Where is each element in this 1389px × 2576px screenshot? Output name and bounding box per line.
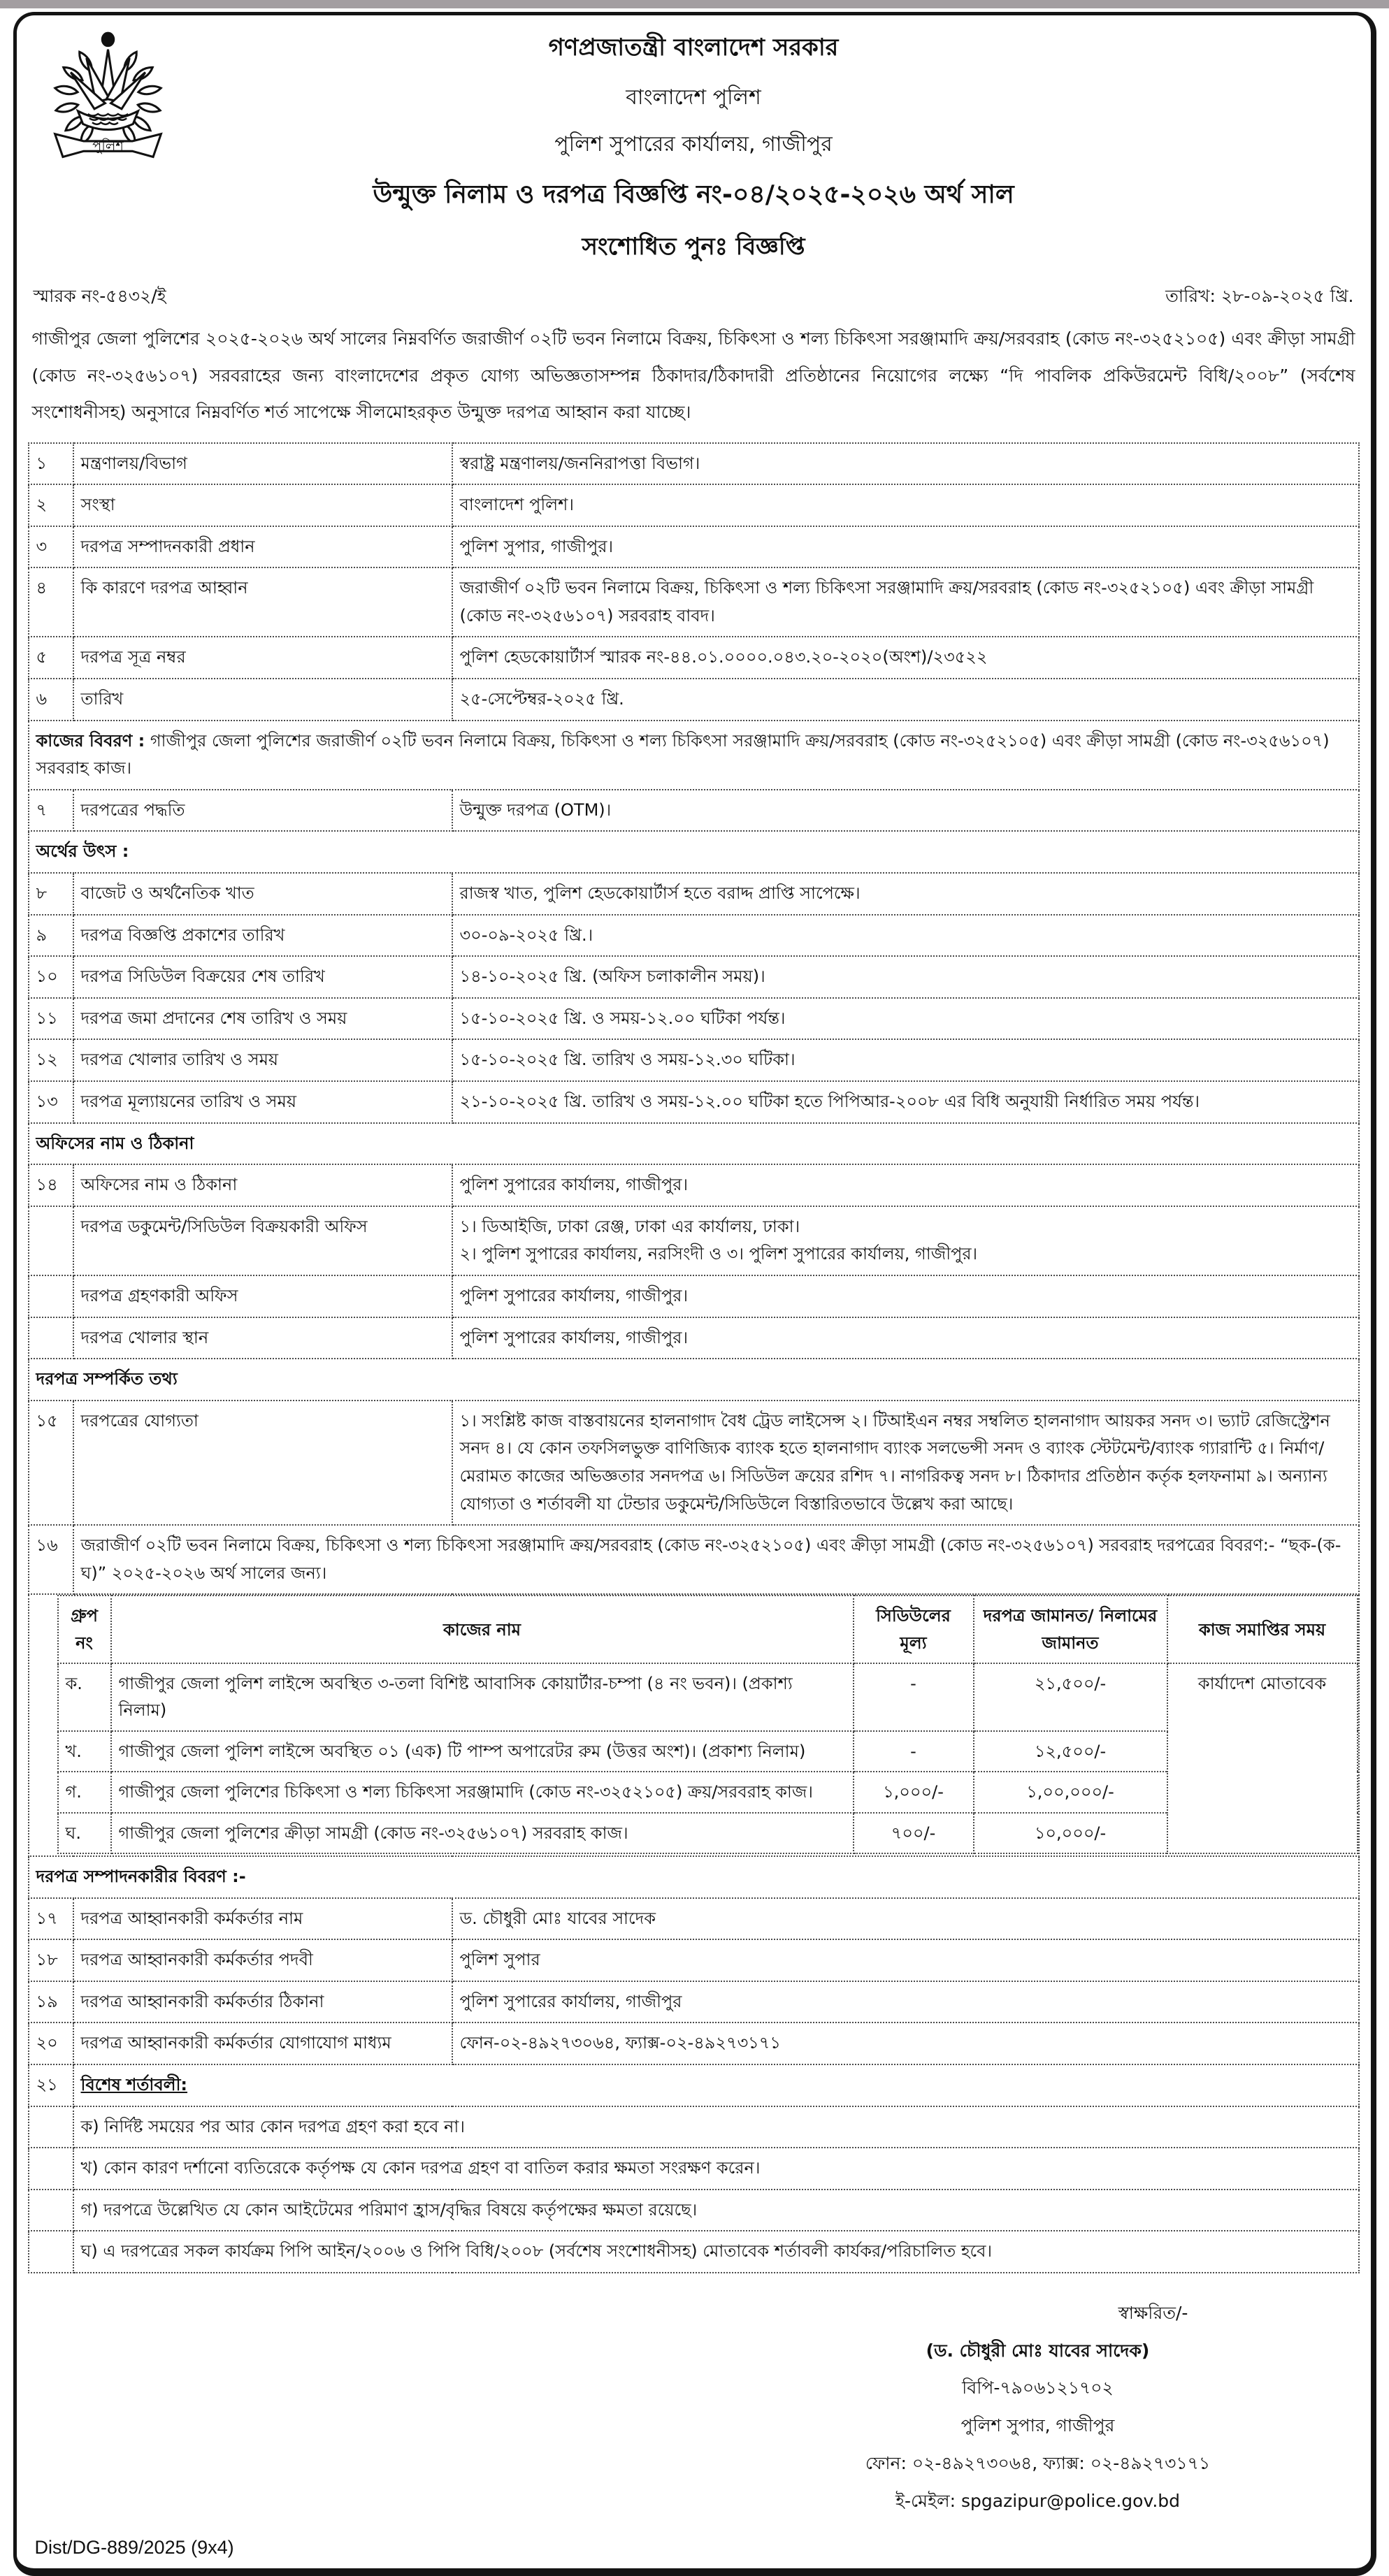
document-header [28,27,1360,268]
signature-block [737,2294,1339,2520]
schedule-header-row [58,1595,1358,1663]
work-name: গাজীপুর জেলা পুলিশ লাইন্সে অবস্থিত ০১ (এক) টি পাম্প অপারেটর রুম (উত্তর অংশ)। (প্রকাশ্য নিলাম) [111,1731,854,1772]
table-row [29,1401,1359,1525]
row-value: ফোন-০২-৪৯২৭৩০৬৪, ফ্যাক্স-০২-৪৯২৭৩১৭১ [452,2023,1359,2064]
row-no [29,2106,73,2148]
row-value: পুলিশ সুপারের কার্যালয়, গাজীপুর। [452,1317,1359,1359]
table-row [29,2064,1359,2106]
row-label: দরপত্র খোলার স্থান [73,1317,452,1359]
row-value: পুলিশ হেডকোয়ার্টার্স স্মারক নং-৪৪.০১.০০০০.০৪৩.২০-২০২০(অংশ)/২৩৫২২ [452,637,1359,679]
row-no: ৭ [29,790,73,832]
office-title: পুলিশ সুপারের কার্যালয়, গাজীপুর [554,132,833,157]
row-no: ১৪ [29,1164,73,1206]
row-value [452,1206,1359,1275]
row-no: ২১ [29,2064,73,2106]
row-no: ১৫ [29,1401,73,1525]
govt-title: গণপ্রজাতন্ত্রী বাংলাদেশ সরকার [548,34,839,61]
row-value: পুলিশ সুপারের কার্যালয়, গাজীপুর। [452,1275,1359,1317]
row-value: ড. চৌধুরী মোঃ যাবের সাদেক [452,1898,1359,1940]
table-row [29,873,1359,915]
table-row [29,1317,1359,1359]
row-no: ১২ [29,1039,73,1081]
table-row [29,956,1359,998]
row-no: ৫ [29,637,73,679]
scan-artifact-strip [0,0,1389,8]
table-row [29,2106,1359,2148]
schedule-price: ৭০০/- [854,1813,974,1853]
row-label: অফিসের নাম ও ঠিকানা [73,1164,452,1206]
seller-office-line1: ১। ডিআইজি, ঢাকা রেঞ্জ, ঢাকা এর কার্যালয়, ঢাকা। [459,1216,800,1236]
table-row [29,2023,1359,2064]
condition-item: খ) কোন কারণ দর্শানো ব্যতিরেকে কর্তৃপক্ষ যে কোন দরপত্র গ্রহণ বা বাতিল করার ক্ষমতা সংরক্ষণ করেন। [73,2148,1359,2190]
row-value: ২১-১০-২০২৫ খ্রি. তারিখ ও সময়-১২.০০ ঘটিকা হতে পিপিআর-২০০৮ এর বিধি অনুযায়ী নির্ধারিত সময় পর্যন্ত। [452,1081,1359,1123]
row-label: দরপত্র গ্রহণকারী অফিস [73,1275,452,1317]
table-row [29,679,1359,721]
notice-title: উন্মুক্ত নিলাম ও দরপত্র বিজ্ঞপ্তি নং-০৪/২০২৫-২০২৬ অর্থ সাল [373,180,1014,209]
row-label: দরপত্র মূল্যায়নের তারিখ ও সময় [73,1081,452,1123]
table-row [29,998,1359,1040]
table-row [29,790,1359,832]
group-letter: খ. [58,1731,111,1772]
row-label: তারিখ [73,679,452,721]
row-no: ১৮ [29,1939,73,1981]
office-band: অফিসের নাম ও ঠিকানা [29,1123,1359,1165]
row-value: পুলিশ সুপারের কার্যালয়, গাজীপুর। [452,1164,1359,1206]
row-no: ৪ [29,567,73,637]
work-name: গাজীপুর জেলা পুলিশের ক্রীড়া সামগ্রী (কোড নং-৩২৫৬১০৭) সরবরাহ কাজ। [111,1813,854,1853]
row-value: পুলিশ সুপার, গাজীপুর। [452,526,1359,568]
table-row [29,1939,1359,1981]
row-label: কি কারণে দরপত্র আহ্বান [73,567,452,637]
table-row [29,1359,1359,1401]
group-letter: ক. [58,1663,111,1731]
table-row [29,1123,1359,1165]
row-no [29,1206,73,1275]
col-group-no: গ্রুপ নং [58,1595,111,1663]
row-label: দরপত্র আহ্বানকারী কর্মকর্তার যোগাযোগ মাধ্যম [73,2023,452,2064]
table-row [29,1164,1359,1206]
memo-date: তারিখ: ২৮-০৯-২০২৫ খ্রি. [1165,286,1354,306]
row-no: ৮ [29,873,73,915]
table-row [29,1898,1359,1940]
col-completion: কাজ সমাপ্তির সময় [1167,1595,1358,1663]
row-label: দরপত্র সূত্র নম্বর [73,637,452,679]
table-row [29,1039,1359,1081]
work-name: গাজীপুর জেলা পুলিশ লাইন্সে অবস্থিত ৩-তলা বিশিষ্ট আবাসিক কোয়ার্টার-চম্পা (৪ নং ভবন)। (প্রকাশ্য নিলাম) [111,1663,854,1731]
signatory-email: ই-মেইল: spgazipur@police.gov.bd [895,2490,1181,2511]
row-value: পুলিশ সুপার [452,1939,1359,1981]
condition-item: ক) নির্দিষ্ট সময়ের পর আর কোন দরপত্র গ্রহণ করা হবে না। [73,2106,1359,2148]
table-row [29,484,1359,526]
table-row [29,443,1359,485]
schedule-row [58,1813,1358,1853]
work-description-label: কাজের বিবরণ : [36,730,145,751]
row-value: রাজস্ব খাত, পুলিশ হেডকোয়ার্টার্স হতে বরাদ্দ প্রাপ্তি সাপেক্ষে। [452,873,1359,915]
row-value: ১৫-১০-২০২৫ খ্রি. তারিখ ও সময়-১২.৩০ ঘটিকা। [452,1039,1359,1081]
notice-sheet [13,12,1376,2576]
notice-table [28,442,1360,2273]
row-no [29,1275,73,1317]
schedule-table-wrap [29,1594,1359,1856]
row-label: বাজেট ও অর্থনৈতিক খাত [73,873,452,915]
row-label: দরপত্র ডকুমেন্ট/সিডিউল বিক্রয়কারী অফিস [73,1206,452,1275]
intro-paragraph: গাজীপুর জেলা পুলিশের ২০২৫-২০২৬ অর্থ সালের নিম্নবর্ণিত জরাজীর্ণ ০২টি ভবন নিলামে বিক্রয়, চিকিৎসা ও শল্য চিকিৎসা সরঞ্জামাদি ক্রয়/সরবরাহ (কোড নং-৩২৫২১০৫) এবং ক্রীড়া সামগ্রী (কোড নং-৩২৫৬১০৭) সরবরাহের জন্য বাংলাদেশের প্রকৃত যোগ্য অভিজ্ঞতাসম্পন্ন ঠিকাদার/ঠিকাদারী প্রতিষ্ঠানের নিয়োগের লক্ষ্যে “দি পাবলিক প্রকিউরমেন্ট বিধি/২০০৮” (সর্বশেষ সংশোধনীসহ) অনুসারে নিম্নবর্ণিত শর্ত সাপেক্ষে সীলমোহরকৃত উন্মুক্ত দরপত্র আহ্বান করা যাচ্ছে। [31,328,1355,422]
row-no: ১ [29,443,73,485]
print-distribution-code: Dist/DG-889/2025 (9x4) [34,2537,234,2559]
row-no: ১৬ [29,1525,73,1594]
row-value: উন্মুক্ত দরপত্র (OTM)। [452,790,1359,832]
row-label: দরপত্র জমা প্রদানের শেষ তারিখ ও সময় [73,998,452,1040]
work-description-text: গাজীপুর জেলা পুলিশের জরাজীর্ণ ০২টি ভবন নিলামে বিক্রয়, চিকিৎসা ও শল্য চিকিৎসা সরঞ্জামাদি ক্রয়/সরবরাহ (কোড নং-৩২৫২১০৫) এবং ক্রীড়া সামগ্রী (কোড নং-৩২৫৬১০৭) সরবরাহ কাজ। [36,730,1330,779]
schedule-intro-text: জরাজীর্ণ ০২টি ভবন নিলামে বিক্রয়, চিকিৎসা ও শল্য চিকিৎসা সরঞ্জামাদি ক্রয়/সরবরাহ (কোড নং-৩২৫২১০৫) এবং ক্রীড়া সামগ্রী (কোড নং-৩২৫৬১০৭) সরবরাহ দরপত্রের বিবরণ:- “ছক-(ক-ঘ)” ২০২৫-২০২৬ অর্থ সালের জন্য। [73,1525,1359,1594]
completion-time: কার্যাদেশ মোতাবেক [1167,1663,1358,1853]
row-value: বাংলাদেশ পুলিশ। [452,484,1359,526]
schedule-price: - [854,1663,974,1731]
row-value: ১৫-১০-২০২৫ খ্রি. ও সময়-১২.০০ ঘটিকা পর্যন্ত। [452,998,1359,1040]
row-label: দরপত্র বিজ্ঞপ্তি প্রকাশের তারিখ [73,915,452,957]
condition-item: ঘ) এ দরপত্রের সকল কার্যক্রম পিপি আইন/২০০৬ ও পিপি বিধি/২০০৮ (সর্বশেষ সংশোধনীসহ) মোতাবেক শর্তাবলী কার্যকর/পরিচালিত হবে। [73,2231,1359,2273]
schedule-price: ১,০০০/- [854,1772,974,1812]
org-title: বাংলাদেশ পুলিশ [626,85,761,110]
schedule-row [58,1663,1358,1731]
executor-band: দরপত্র সম্পাদনকারীর বিবরণ :- [29,1856,1359,1898]
row-label: দরপত্র আহ্বানকারী কর্মকর্তার ঠিকানা [73,1981,452,2023]
row-no [29,2148,73,2190]
col-schedule-price: সিডিউলের মূল্য [854,1595,974,1663]
security-amount: ১০,০০০/- [974,1813,1167,1853]
signatory-designation: পুলিশ সুপার, গাজীপুর [960,2415,1115,2436]
table-row [29,2190,1359,2231]
row-no: ১০ [29,956,73,998]
ribbon-text: পুলিশ [92,138,124,154]
work-description-band [29,721,1359,790]
col-security: দরপত্র জামানত/ নিলামের জামানত [974,1595,1167,1663]
row-no: ১৩ [29,1081,73,1123]
row-label: দরপত্র আহ্বানকারী কর্মকর্তার নাম [73,1898,452,1940]
signatory-bp-number: বিপি-৭৯০৬১২১৭০২ [962,2378,1114,2398]
bangladesh-police-emblem-logo [36,28,180,171]
table-row [29,1594,1359,1856]
notice-subtitle: সংশোধিত পুনঃ বিজ্ঞপ্তি [582,233,805,261]
security-amount: ২১,৫০০/- [974,1663,1167,1731]
schedule-row [58,1731,1358,1772]
col-work-name: কাজের নাম [111,1595,854,1663]
row-label: দরপত্র আহ্বানকারী কর্মকর্তার পদবী [73,1939,452,1981]
table-row [29,1525,1359,1594]
row-no [29,2190,73,2231]
table-row [29,567,1359,637]
row-value: পুলিশ সুপারের কার্যালয়, গাজীপুর [452,1981,1359,2023]
row-no: ১৭ [29,1898,73,1940]
signed-label: স্বাক্ষরিত/- [1118,2302,1188,2323]
condition-item: গ) দরপত্রে উল্লেখিত যে কোন আইটেমের পরিমাণ হ্রাস/বৃদ্ধির বিষয়ে কর্তৃপক্ষের ক্ষমতা রয়েছে। [73,2190,1359,2231]
row-label: দরপত্র খোলার তারিখ ও সময় [73,1039,452,1081]
security-amount: ১,০০,০০০/- [974,1772,1167,1812]
special-conditions-title: বিশেষ শর্তাবলী: [73,2064,1359,2106]
security-amount: ১২,৫০০/- [974,1731,1167,1772]
row-no [29,1317,73,1359]
table-row [29,1081,1359,1123]
row-no: ১১ [29,998,73,1040]
row-no [29,2231,73,2273]
table-row [29,1981,1359,2023]
schedule-row [58,1772,1358,1812]
memo-row [28,282,1360,312]
group-letter: গ. [58,1772,111,1812]
tender-info-band: দরপত্র সম্পর্কিত তথ্য [29,1359,1359,1401]
row-value: ২৫-সেপ্টেম্বর-২০২৫ খ্রি. [452,679,1359,721]
row-value: ১। সংশ্লিষ্ট কাজ বাস্তবায়নের হালনাগাদ বৈধ ট্রেড লাইসেন্স ২। টিআইএন নম্বর সম্বলিত হালনাগাদ আয়কর সনদ ৩। ভ্যাট রেজিস্ট্রেশন সনদ ৪। যে কোন তফসিলভুক্ত বাণিজ্যিক ব্যাংক হতে হালনাগাদ ব্যাংক সলভেন্সী সনদ ও ব্যাংক স্টেটমেন্ট/ব্যাংক গ্যারান্টি ৫। নির্মাণ/মেরামত কাজের অভিজ্ঞতার সনদপত্র ৬। সিডিউল ক্রয়ের রশিদ ৭। নাগরিকত্ব সনদ ৮। ঠিকাদার প্রতিষ্ঠান কর্তৃক হলফনামা ৯। অন্যান্য যোগ্যতা ও শর্তাবলী যা টেন্ডার ডকুমেন্ট/সিডিউলে বিস্তারিতভাবে উল্লেখ করা আছে। [452,1401,1359,1525]
row-label: দরপত্র সিডিউল বিক্রয়ের শেষ তারিখ [73,956,452,998]
table-row [29,1275,1359,1317]
fund-source-band: অর্থের উৎস : [29,831,1359,873]
table-row [29,526,1359,568]
table-row [29,721,1359,790]
table-row [29,831,1359,873]
row-no: ৬ [29,679,73,721]
table-row [29,2231,1359,2273]
row-label: দরপত্রের যোগ্যতা [73,1401,452,1525]
row-no: ২০ [29,2023,73,2064]
row-no: ৯ [29,915,73,957]
table-row [29,637,1359,679]
memo-number: স্মারক নং-৫৪৩২/ই [33,286,166,306]
row-no: ১৯ [29,1981,73,2023]
group-letter: ঘ. [58,1813,111,1853]
work-name: গাজীপুর জেলা পুলিশের চিকিৎসা ও শল্য চিকিৎসা সরঞ্জামাদি (কোড নং-৩২৫২১০৫) ক্রয়/সরবরাহ কাজ। [111,1772,854,1812]
row-label: সংস্থা [73,484,452,526]
table-row [29,1856,1359,1898]
table-row [29,1206,1359,1275]
row-value: জরাজীর্ণ ০২টি ভবন নিলামে বিক্রয়, চিকিৎসা ও শল্য চিকিৎসা সরঞ্জামাদি ক্রয়/সরবরাহ (কোড নং-৩২৫২১০৫) এবং ক্রীড়া সামগ্রী (কোড নং-৩২৫৬১০৭) সরবরাহ বাবদ। [452,567,1359,637]
seller-office-line2: ২। পুলিশ সুপারের কার্যালয়, নরসিংদী ও ৩। পুলিশ সুপারের কার্যালয়, গাজীপুর। [459,1244,978,1264]
signatory-name: (ড. চৌধুরী মোঃ যাবের সাদেক) [926,2340,1150,2361]
schedule-table [57,1595,1358,1854]
row-label: দরপত্র সম্পাদনকারী প্রধান [73,526,452,568]
row-label: দরপত্রের পদ্ধতি [73,790,452,832]
table-row [29,2148,1359,2190]
row-value: ১৪-১০-২০২৫ খ্রি. (অফিস চলাকালীন সময়)। [452,956,1359,998]
schedule-price: - [854,1731,974,1772]
row-label: মন্ত্রণালয়/বিভাগ [73,443,452,485]
row-value: স্বরাষ্ট্র মন্ত্রণালয়/জননিরাপত্তা বিভাগ। [452,443,1359,485]
table-row [29,915,1359,957]
signatory-phone: ফোন: ০২-৪৯২৭৩০৬৪, ফ্যাক্স: ০২-৪৯২৭৩১৭১ [865,2452,1211,2473]
row-value: ৩০-০৯-২০২৫ খ্রি.। [452,915,1359,957]
row-no: ৩ [29,526,73,568]
row-no: ২ [29,484,73,526]
